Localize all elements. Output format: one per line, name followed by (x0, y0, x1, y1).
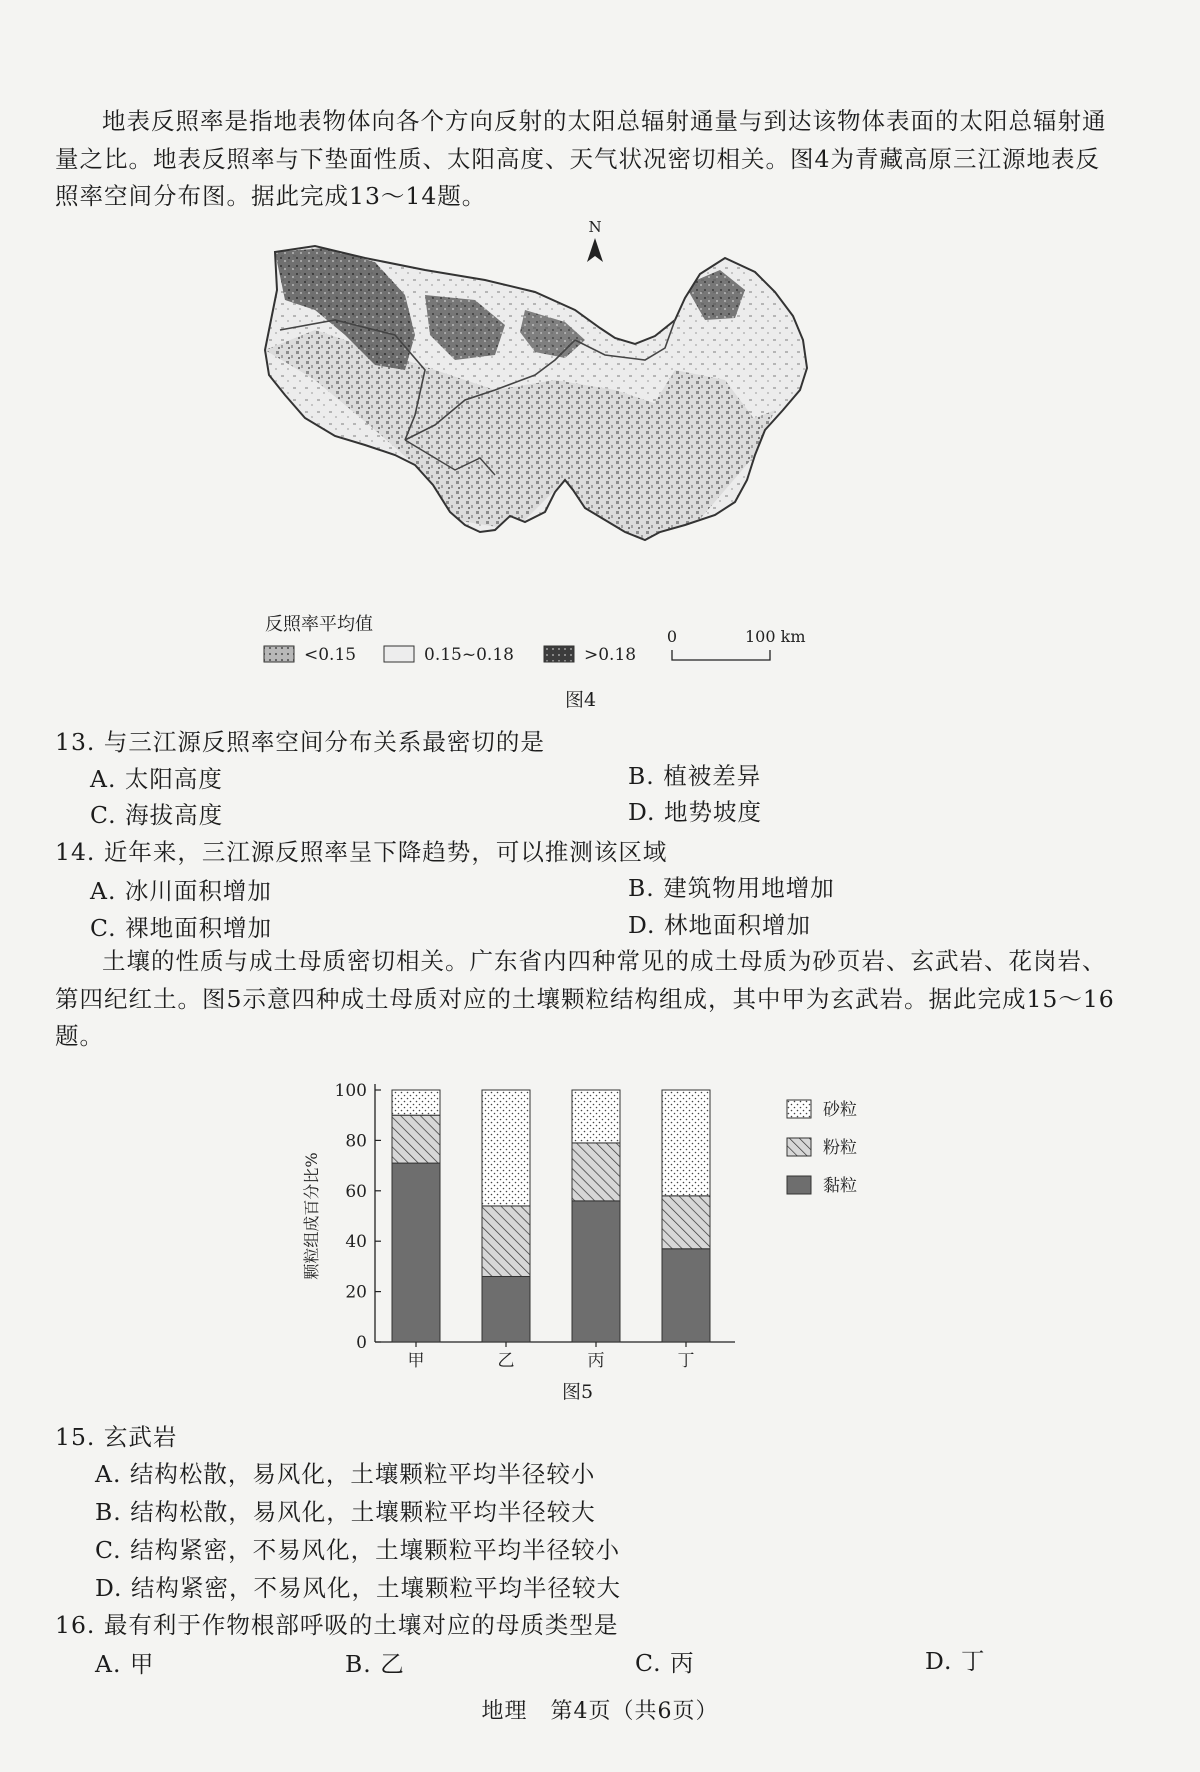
q13-option-b: B. 植被差异 (628, 762, 762, 790)
passage-intro-soil: 土壤的性质与成土母质密切相关。广东省内四种常见的成土母质为砂页岩、玄武岩、花岗岩、第四纪红土。图5示意四种成土母质对应的土壤颗粒结构组成，其中甲为玄武岩。据此完成15～16题。 (55, 947, 1115, 1050)
bar-丙-砂粒 (572, 1090, 620, 1143)
scale-bar (665, 628, 825, 668)
region-map (255, 240, 815, 540)
q13-option-a: A. 太阳高度 (90, 765, 223, 793)
legend-label-high: >0.18 (584, 645, 637, 665)
legend-swatch-mid (384, 646, 414, 662)
q13-option-d: D. 地势坡度 (628, 798, 762, 826)
y-tick-label: 60 (345, 1181, 367, 1202)
q13-stem: 13. 与三江源反照率空间分布关系最密切的是 (55, 728, 545, 756)
figure5-caption: 图5 (562, 1381, 594, 1403)
q15-stem: 15. 玄武岩 (55, 1423, 178, 1451)
legend-label-low: <0.15 (304, 645, 357, 665)
legend-label-砂粒: 砂粒 (823, 1100, 857, 1120)
legend-label-粉粒: 粉粒 (823, 1138, 857, 1158)
y-axis-label: 颗粒组成百分比% (302, 1152, 321, 1280)
q16-option-d: D. 丁 (925, 1647, 986, 1675)
page-footer: 地理 第4页（共6页） (481, 1699, 719, 1724)
bar-乙-黏粒 (482, 1276, 530, 1342)
scale-label: 100 km (745, 627, 806, 646)
q16-stem: 16. 最有利于作物根部呼吸的土壤对应的母质类型是 (55, 1611, 619, 1639)
q16-option-a: A. 甲 (95, 1650, 155, 1678)
legend-label-黏粒: 黏粒 (823, 1176, 857, 1196)
bar-丁-粉粒 (662, 1196, 710, 1249)
q15-option-a: A. 结构松散，易风化，土壤颗粒平均半径较小 (95, 1460, 596, 1488)
x-tick-label: 丙 (587, 1351, 605, 1371)
bar-甲-粉粒 (392, 1115, 440, 1163)
q16-option-c: C. 丙 (635, 1649, 695, 1677)
q14-option-d: D. 林地面积增加 (628, 911, 811, 939)
x-tick-label: 甲 (407, 1351, 425, 1371)
legend-swatch-high (544, 646, 574, 662)
figure4-caption: 图4 (565, 689, 597, 711)
legend-swatch-low (264, 646, 294, 662)
q15-option-b: B. 结构松散，易风化，土壤颗粒平均半径较大 (95, 1498, 596, 1526)
y-tick-label: 20 (345, 1282, 367, 1303)
q14-stem: 14. 近年来，三江源反照率呈下降趋势，可以推测该区域 (55, 838, 668, 866)
legend-swatch-粉粒 (787, 1138, 811, 1156)
bar-丙-黏粒 (572, 1201, 620, 1342)
legend-swatch-黏粒 (787, 1176, 811, 1194)
q15-option-d: D. 结构紧密，不易风化，土壤颗粒平均半径较大 (95, 1574, 621, 1602)
north-label: N (588, 218, 602, 236)
bar-甲-砂粒 (392, 1090, 440, 1115)
q14-option-b: B. 建筑物用地增加 (628, 874, 835, 902)
legend-title: 反照率平均值 (265, 614, 373, 635)
figure4-map (255, 218, 955, 650)
bar-丁-砂粒 (662, 1090, 710, 1196)
figure5-chart (295, 1070, 895, 1390)
y-tick-label: 0 (356, 1333, 367, 1353)
x-tick-label: 乙 (497, 1351, 515, 1371)
y-tick-label: 40 (345, 1232, 367, 1253)
y-tick-label: 80 (345, 1131, 367, 1152)
x-tick-label: 丁 (677, 1351, 695, 1371)
legend-label-mid: 0.15~0.18 (424, 645, 514, 665)
y-tick-label: 100 (334, 1081, 367, 1101)
north-arrow (587, 218, 603, 262)
passage-intro-albedo: 地表反照率是指地表物体向各个方向反射的太阳总辐射通量与到达该物体表面的太阳总辐射通量之比。地表反照率与下垫面性质、太阳高度、天气状况密切相关。图4为青藏高原三江源地表反照率空间分布图。据此完成13～14题。 (55, 107, 1107, 210)
q14-option-c: C. 裸地面积增加 (90, 914, 273, 942)
q15-option-c: C. 结构紧密，不易风化，土壤颗粒平均半径较小 (95, 1536, 621, 1564)
q16-option-b: B. 乙 (345, 1650, 405, 1678)
bar-甲-黏粒 (392, 1163, 440, 1342)
bar-丁-黏粒 (662, 1249, 710, 1342)
q14-option-a: A. 冰川面积增加 (90, 877, 272, 905)
q13-option-c: C. 海拔高度 (90, 801, 224, 829)
bar-丙-粉粒 (572, 1143, 620, 1201)
legend-swatch-砂粒 (787, 1100, 811, 1118)
bar-乙-粉粒 (482, 1206, 530, 1277)
bar-乙-砂粒 (482, 1090, 530, 1206)
scale-zero: 0 (666, 627, 678, 646)
